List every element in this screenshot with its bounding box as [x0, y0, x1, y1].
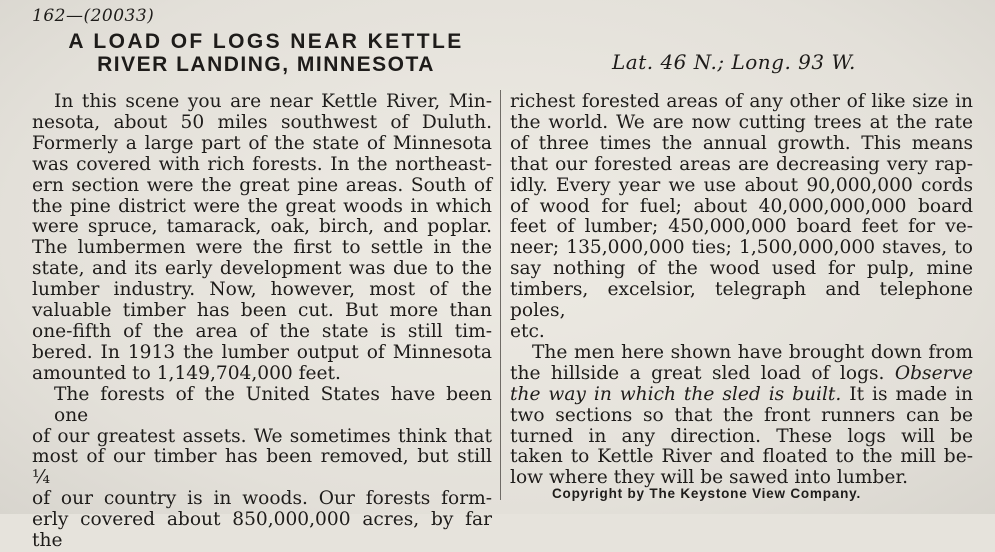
text-line: feet of lumber; 450,000,000 board feet for ve- [510, 216, 973, 238]
text-line: In this scene you are near Kettle River, Min- [54, 91, 492, 112]
text-line: the pine district were the great woods in which [32, 195, 492, 217]
title-line-2: RIVER LANDING, MINNESOTA [97, 53, 435, 76]
page-title [36, 30, 496, 76]
text-line: low where they will be sawed into lumber. [510, 467, 909, 489]
text-line: was covered with rich forests. In the northeast- [32, 153, 492, 175]
text-line: of our country is in woods. Our forests form- [32, 488, 492, 510]
italic-phrase: the way in which the sled is built. [510, 383, 842, 405]
text-fragment: It is made in [849, 383, 973, 405]
text-line [510, 364, 973, 385]
text-line: of three times the annual growth. This means [510, 132, 973, 154]
text-line [510, 385, 973, 406]
text-line: that our forested areas are decreasing very rap- [510, 153, 973, 175]
text-line: erly covered about 850,000,000 acres, by far the [32, 509, 492, 552]
text-line: say nothing of the wood used for pulp, mine [510, 258, 973, 280]
text-fragment: the hillside a great sled load of logs. [510, 362, 885, 384]
text-line: one-fifth of the area of the state is still tim- [32, 320, 492, 342]
catalog-number: 162—(20033) [32, 6, 155, 26]
right-column [510, 92, 973, 489]
text-line: nesota, about 50 miles southwest of Duluth. [32, 111, 492, 133]
title-line-1: A LOAD OF LOGS NEAR KETTLE [68, 30, 464, 53]
text-line: idly. Every year we use about 90,000,000 cords [510, 174, 973, 196]
text-line: of wood for fuel; about 40,000,000,000 board [510, 195, 973, 217]
text-line: bered. In 1913 the lumber output of Minnesota [32, 341, 492, 363]
text-line: valuable timber has been cut. But more than [32, 300, 492, 322]
text-line: The forests of the United States have been one [54, 383, 492, 426]
text-line: ern section were the great pine areas. South of [32, 174, 492, 196]
text-line: taken to Kettle River and floated to the mill be- [510, 446, 973, 468]
text-line: of our greatest assets. We sometimes think that [32, 425, 492, 447]
text-line: two sections so that the front runners can be [510, 404, 973, 426]
text-line: the world. We are now cutting trees at the rate [510, 111, 973, 133]
column-divider [500, 90, 501, 500]
text-line: timbers, excelsior, telegraph and telephone poles, [510, 279, 973, 322]
italic-phrase: Observe [894, 362, 973, 384]
text-line: etc. [510, 320, 545, 342]
text-line: amounted to 1,149,704,000 feet. [32, 362, 341, 384]
text-line: Formerly a large part of the state of Minnesota [32, 132, 492, 154]
text-line: lumber industry. Now, however, most of the [32, 279, 492, 301]
text-line: turned in any direction. These logs will be [510, 425, 973, 447]
text-line: The men here shown have brought down from [532, 341, 973, 363]
text-line: richest forested areas of any other of like size in [510, 91, 973, 112]
text-line: neer; 135,000,000 ties; 1,500,000,000 staves, to [510, 237, 973, 259]
text-line: most of our timber has been removed, but still ¼ [32, 446, 492, 489]
text-line: were spruce, tamarack, oak, birch, and poplar. [32, 216, 492, 238]
text-line: state, and its early development was due to the [32, 258, 492, 280]
text-line: The lumbermen were the first to settle in the [32, 237, 492, 259]
copyright-notice: Copyright by The Keystone View Company. [552, 486, 861, 501]
coordinates: Lat. 46 N.; Long. 93 W. [612, 50, 856, 74]
left-column [32, 92, 492, 552]
